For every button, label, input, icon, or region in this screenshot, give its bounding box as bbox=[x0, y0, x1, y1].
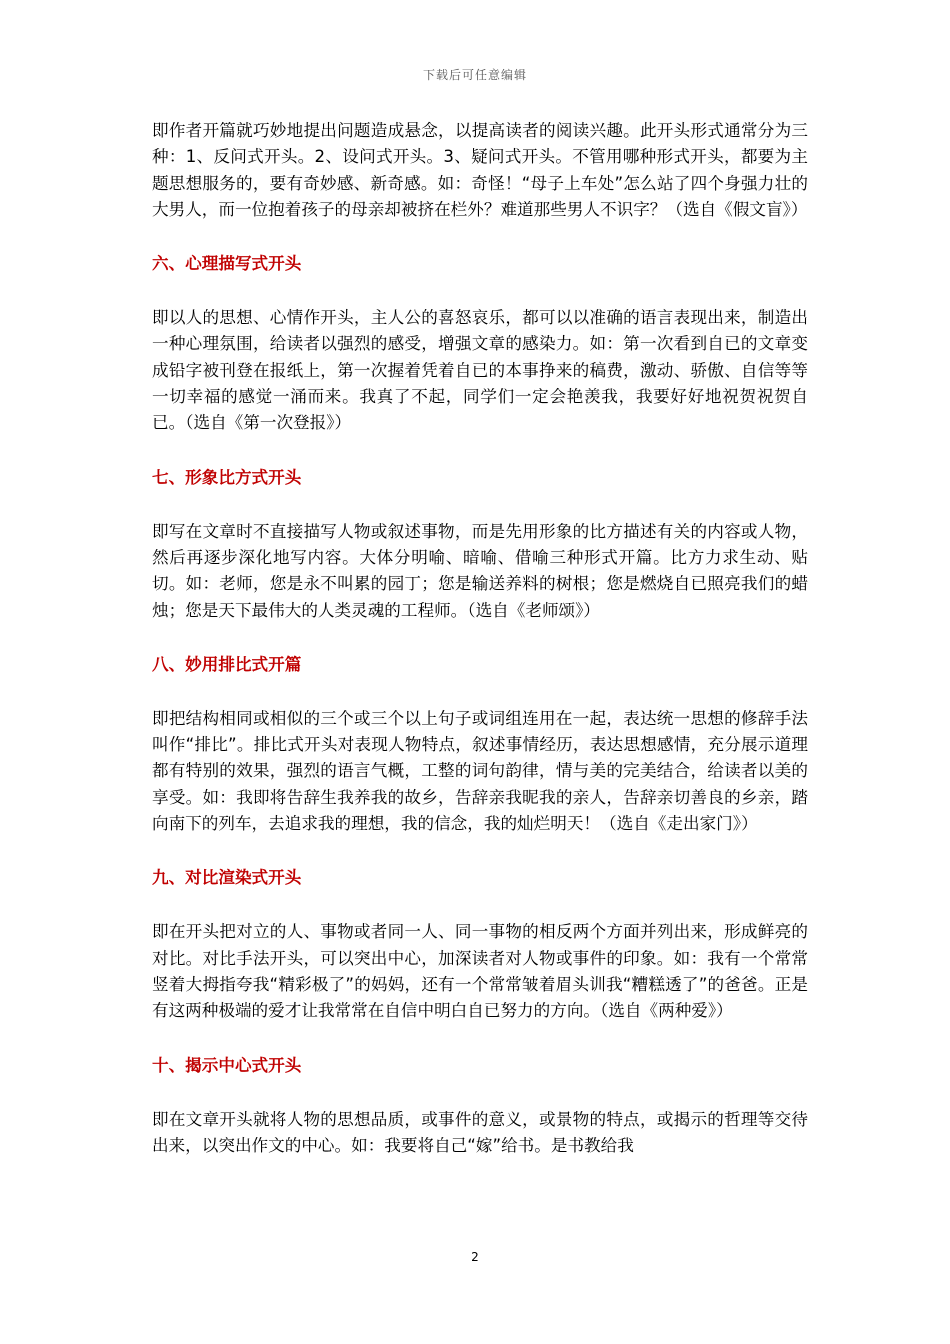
section-heading-9: 九、对比渲染式开头 bbox=[152, 868, 302, 888]
paragraph-psychology: 即以人的思想、心情作开头，主人公的喜怒哀乐，都可以以准确的语言表现出来，制造出一种心理氛围，给读者以强烈的感受，增强文章的感染力。如：第一次看到自已的文章变成铅字被刊登在报纸上，第一次握着凭着自已的本事挣来的稿费，激动、骄傲、自信等等一切幸福的感觉一涌而来。我真了不起，同学们一定会艳羡我，我要好好地祝贺祝贺自已。（选自《第一次登报》） bbox=[152, 308, 808, 433]
section-heading-7: 七、形象比方式开头 bbox=[152, 467, 302, 487]
paragraph-metaphor: 即写在文章时不直接描写人物或叙述事物，而是先用形象的比方描述有关的内容或人物，然后再逐步深化地写内容。大体分明喻、暗喻、借喻三种形式开篇。比方力求生动、贴切。如：老师，您是永不叫累的园丁；您是输送养料的树根；您是燃烧自已照亮我们的蜡烛；您是天下最伟大的人类灵魂的工程师。（选自《老师颂》） bbox=[152, 521, 808, 620]
section-heading-8: 八、妙用排比式开篇 bbox=[152, 654, 302, 674]
paragraph-central-idea: 即在文章开头就将人物的思想品质，或事件的意义，或景物的特点，或揭示的哲理等交待出来，以突出作文的中心。如：我要将自己“嫁”给书。是书教给我 bbox=[152, 1109, 808, 1155]
paragraph-contrast: 即在开头把对立的人、事物或者同一人、同一事物的相反两个方面并列出来，形成鲜亮的对比。对比手法开头，可以突出中心，加深读者对人物或事件的印象。如：我有一个常常竖着大拇指夸我“精彩极了”的妈妈，还有一个常常皱着眉头训我“糟糕透了”的爸爸。正是有这两种极端的爱才让我常常在自信中明白自已努力的方向。（选自《两种爱》） bbox=[152, 922, 808, 1021]
section-heading-10: 十、揭示中心式开头 bbox=[152, 1055, 302, 1075]
page-number: 2 bbox=[471, 1250, 479, 1264]
page-header: 下载后可任意编辑 bbox=[422, 68, 527, 82]
paragraph-parallelism: 即把结构相同或相似的三个或三个以上句子或词组连用在一起，表达统一思想的修辞手法叫作“排比”。排比式开头对表现人物特点，叙述事情经历，表达思想感情，充分展示道理都有特别的效果，强烈的语言气概，工整的词句韵律，情与美的完美结合，给读者以美的享受。如：我即将告辞生我养我的故乡，告辞亲我昵我的亲人，告辞亲切善良的乡亲，踏向南下的列车，去追求我的理想，我的信念，我的灿烂明天！（选自《走出家门》） bbox=[152, 708, 808, 834]
section-heading-6: 六、心理描写式开头 bbox=[152, 254, 302, 274]
document-body bbox=[152, 118, 808, 1187]
paragraph-suspense: 即作者开篇就巧妙地提出问题造成悬念，以提高读者的阅读兴趣。此开头形式通常分为三种：1、反问式开头。2、设问式开头。3、疑问式开头。不管用哪种形式开头，都要为主题思想服务的，要有奇妙感、新奇感。如：奇怪！“母子上车处”怎么站了四个身强力壮的大男人，而一位抱着孩子的母亲却被挤在栏外？难道那些男人不识字？（选自《假文盲》） bbox=[152, 121, 808, 219]
